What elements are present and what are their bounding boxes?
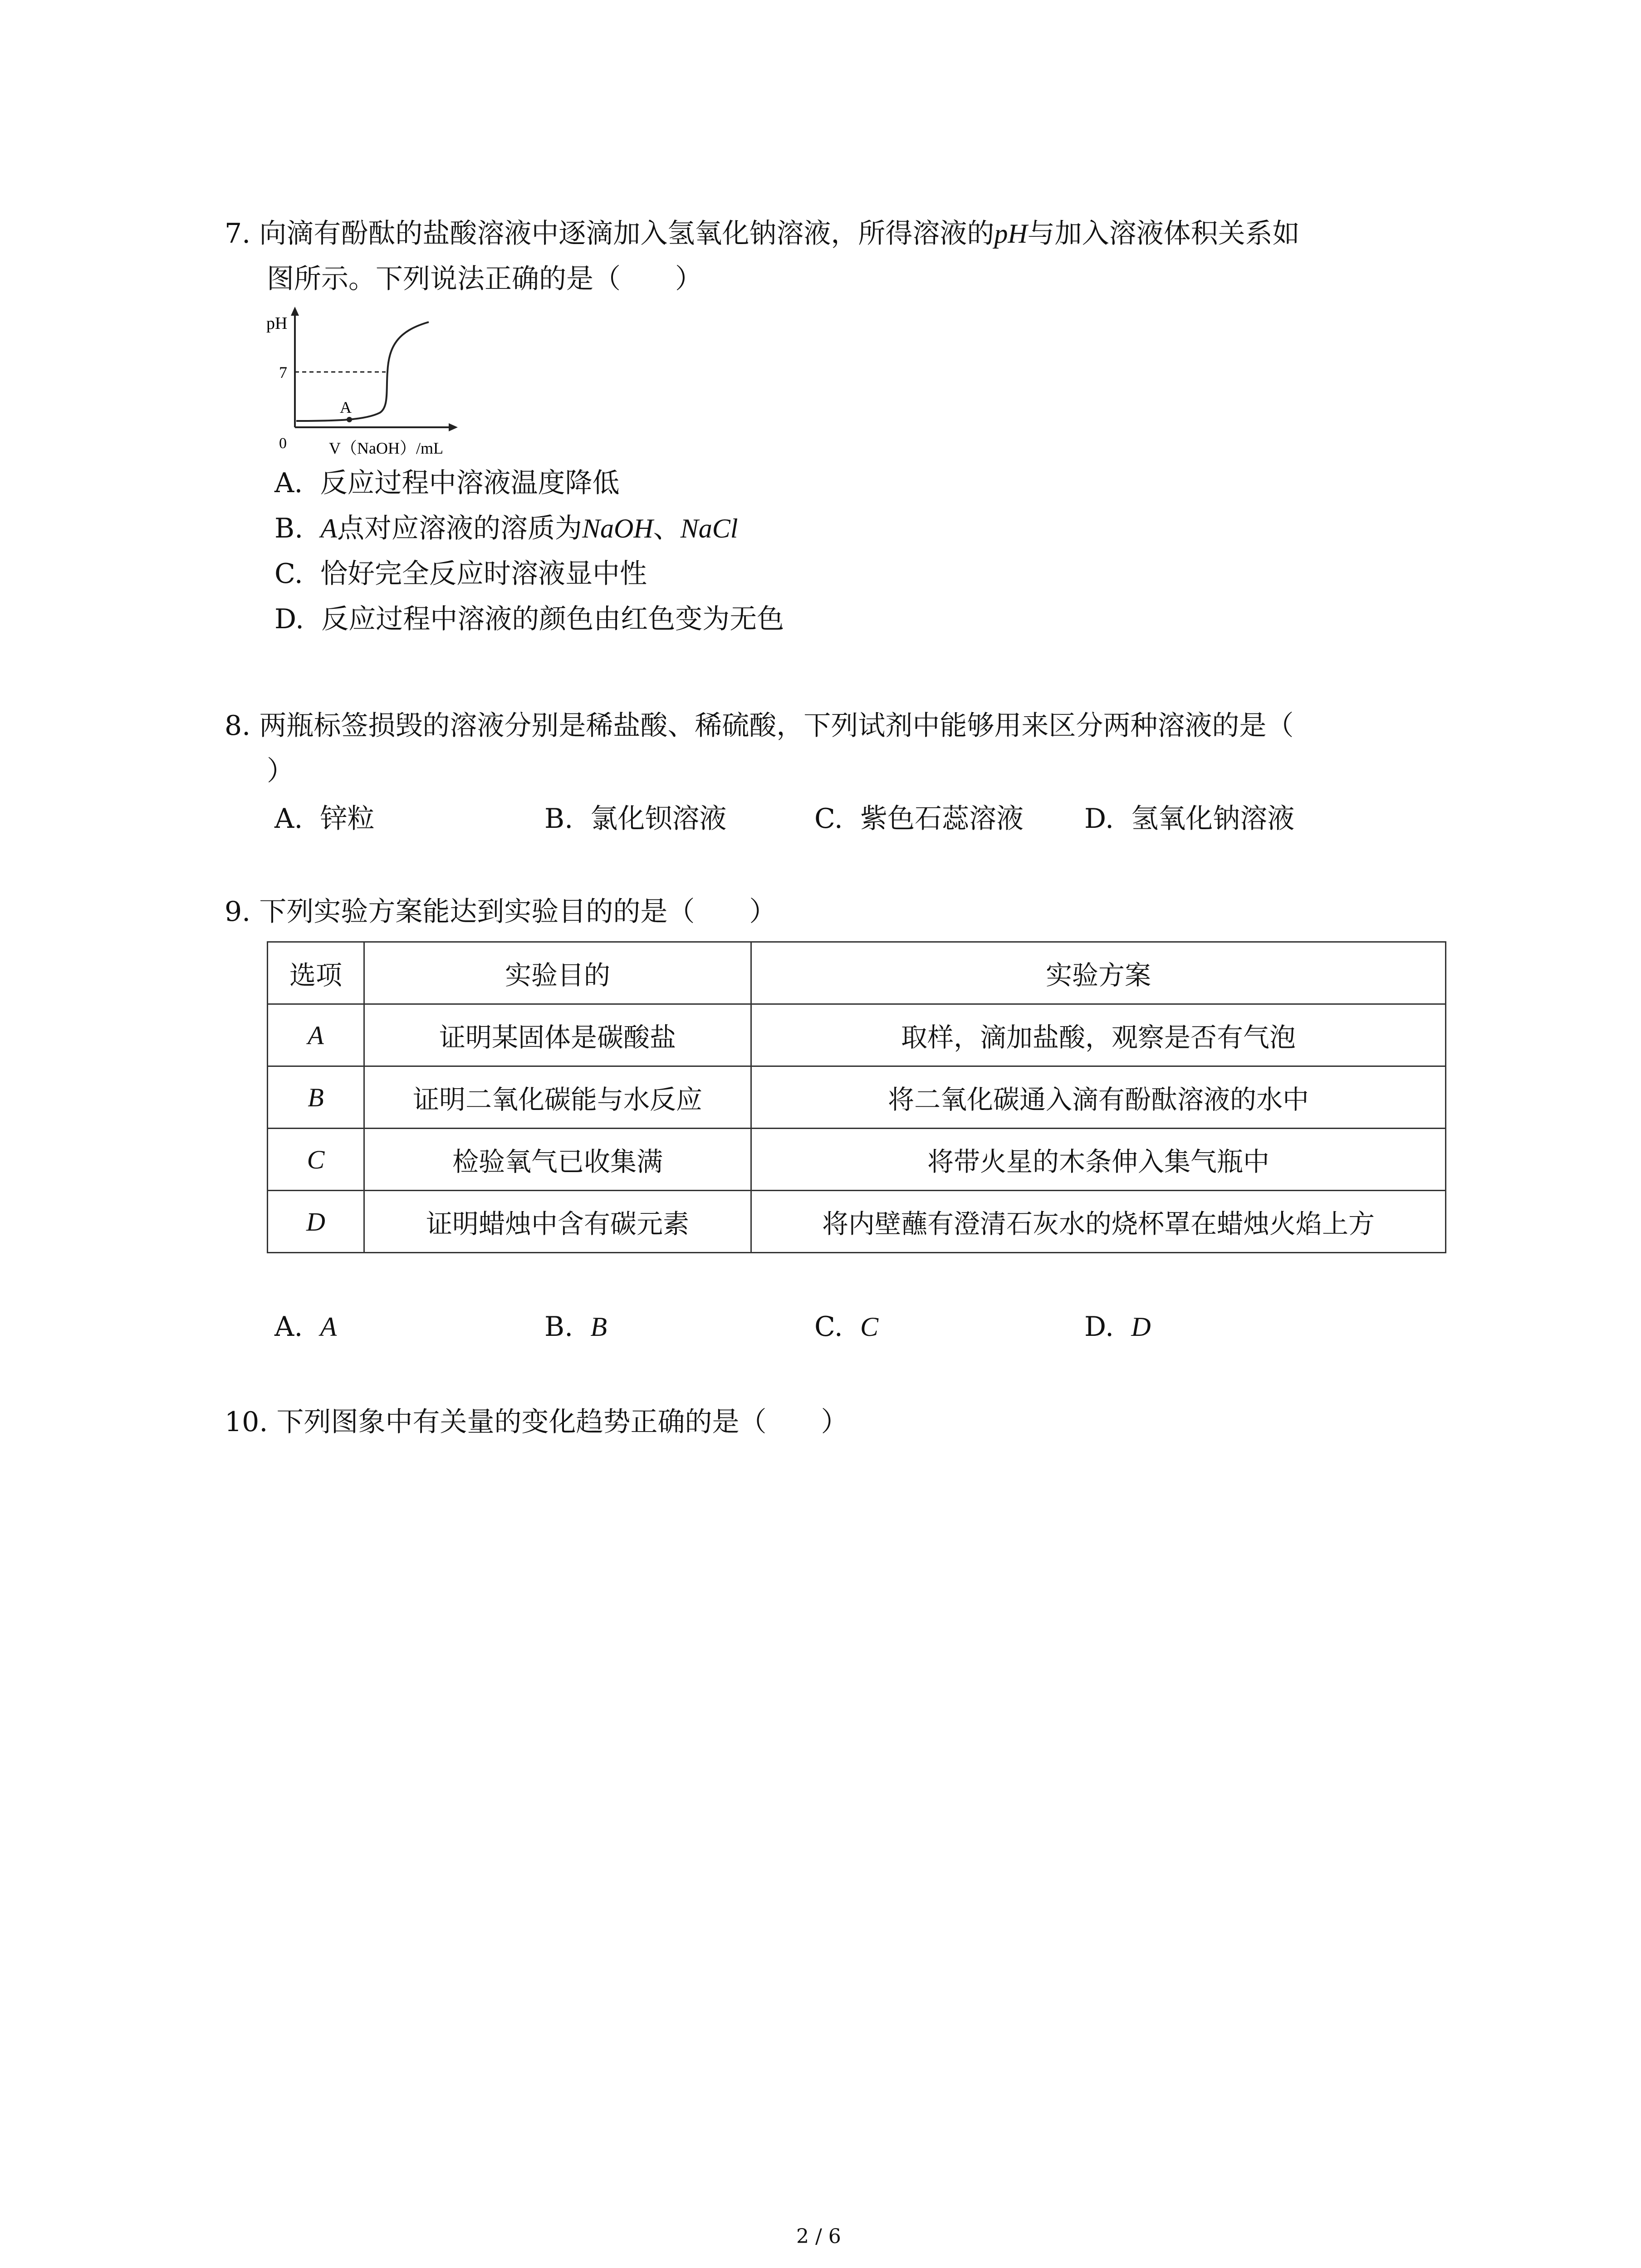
graph-ylabel: pH bbox=[266, 314, 288, 333]
q7-option-b[interactable] bbox=[274, 506, 738, 551]
row-purpose: 证明蜡烛中含有碳元素 bbox=[364, 1191, 751, 1253]
header-purpose: 实验目的 bbox=[364, 942, 751, 1004]
row-purpose: 检验氧气已收集满 bbox=[364, 1129, 751, 1191]
row-option: C bbox=[268, 1129, 364, 1191]
q8-option-c[interactable] bbox=[814, 796, 1024, 841]
header-plan: 实验方案 bbox=[751, 942, 1446, 1004]
table-row bbox=[268, 1191, 1446, 1253]
row-plan: 将二氧化碳通入滴有酚酞溶液的水中 bbox=[751, 1066, 1446, 1129]
option-value: D bbox=[1131, 1312, 1151, 1342]
option-text: 恰好完全反应时溶液显中性 bbox=[320, 558, 647, 590]
q8-option-d[interactable] bbox=[1084, 796, 1294, 841]
q8-number: 8. bbox=[225, 710, 251, 742]
option-label: D. bbox=[1084, 803, 1114, 835]
page-number: 2 / 6 bbox=[796, 2225, 841, 2248]
row-plan: 将带火星的木条伸入集气瓶中 bbox=[751, 1129, 1446, 1191]
q8-option-a[interactable] bbox=[274, 796, 375, 841]
graph-point-label: A bbox=[340, 398, 352, 416]
q8-option-b[interactable] bbox=[544, 796, 726, 841]
graph-ytick-7: 7 bbox=[279, 363, 287, 381]
q7-line1 bbox=[225, 211, 1300, 256]
q7-option-a[interactable] bbox=[274, 460, 620, 506]
option-label: A. bbox=[274, 467, 303, 499]
option-label: D. bbox=[274, 603, 304, 635]
q10-stem bbox=[225, 1399, 848, 1445]
graph-origin: 0 bbox=[279, 435, 287, 452]
option-text: 反应过程中溶液的颜色由红色变为无色 bbox=[321, 603, 784, 635]
option-text: 氢氧化钠溶液 bbox=[1131, 803, 1295, 835]
option-value: B bbox=[590, 1312, 607, 1342]
q9-experiment-table bbox=[267, 941, 1446, 1253]
option-text: 紫色石蕊溶液 bbox=[860, 803, 1024, 835]
q8-line2: ） bbox=[267, 755, 294, 787]
option-label: C. bbox=[814, 803, 843, 835]
option-label: C. bbox=[814, 1311, 843, 1343]
table-row bbox=[268, 1066, 1446, 1129]
option-value: A bbox=[320, 1312, 337, 1342]
table-row bbox=[268, 1129, 1446, 1191]
option-text: 锌粒 bbox=[320, 803, 375, 835]
q8-line1 bbox=[225, 703, 1293, 748]
q7-ph-symbol: pH bbox=[994, 219, 1028, 249]
row-option: A bbox=[268, 1004, 364, 1066]
q7-option-c[interactable] bbox=[274, 551, 647, 596]
header-option: 选项 bbox=[268, 942, 364, 1004]
row-plan: 取样，滴加盐酸，观察是否有气泡 bbox=[751, 1004, 1446, 1066]
graph-xlabel: V（NaOH）/mL bbox=[329, 439, 443, 457]
row-purpose: 证明某固体是碳酸盐 bbox=[364, 1004, 751, 1066]
formula-separator: 、 bbox=[653, 513, 681, 544]
q9-option-c[interactable] bbox=[814, 1304, 878, 1349]
option-label: B. bbox=[544, 803, 573, 835]
x-axis-arrow bbox=[449, 423, 458, 431]
q7-stem-part2: 与加入溶液体积关系如 bbox=[1027, 218, 1300, 249]
q7-ph-graph bbox=[261, 304, 474, 458]
q7-option-d[interactable] bbox=[274, 596, 784, 642]
point-a-marker bbox=[347, 417, 352, 422]
row-plan: 将内壁蘸有澄清石灰水的烧杯罩在蜡烛火焰上方 bbox=[751, 1191, 1446, 1253]
option-text: 氯化钡溶液 bbox=[590, 803, 727, 835]
option-label: B. bbox=[274, 513, 304, 544]
table-header-row bbox=[268, 942, 1446, 1004]
y-axis-arrow bbox=[291, 307, 299, 316]
q10-text: 下列图象中有关量的变化趋势正确的是（ ） bbox=[276, 1406, 848, 1438]
q9-option-d[interactable] bbox=[1084, 1304, 1151, 1349]
q9-option-a[interactable] bbox=[274, 1304, 337, 1349]
option-label: C. bbox=[274, 558, 303, 590]
q8-stem: 两瓶标签损毁的溶液分别是稀盐酸、稀硫酸，下列试剂中能够用来区分两种溶液的是（ bbox=[259, 710, 1294, 742]
option-text: 反应过程中溶液温度降低 bbox=[320, 467, 620, 499]
option-value: C bbox=[860, 1312, 879, 1342]
formula-naoh: NaOH bbox=[582, 513, 653, 543]
row-option: D bbox=[268, 1191, 364, 1253]
option-label: B. bbox=[544, 1311, 573, 1343]
q10-number: 10. bbox=[225, 1406, 268, 1438]
formula-nacl: NaCl bbox=[680, 513, 738, 543]
q7-stem-part1: 向滴有酚酞的盐酸溶液中逐滴加入氢氧化钠溶液，所得溶液的 bbox=[259, 218, 994, 249]
q9-option-b[interactable] bbox=[544, 1304, 607, 1349]
option-label: A. bbox=[274, 803, 303, 835]
q9-text: 下列实验方案能达到实验目的的是（ ） bbox=[259, 896, 777, 928]
q9-number: 9. bbox=[225, 896, 251, 928]
q7-line2: 图所示。下列说法正确的是（ ） bbox=[267, 263, 702, 295]
option-label: D. bbox=[1084, 1311, 1114, 1343]
option-text: 点对应溶液的溶质为 bbox=[337, 513, 582, 544]
q9-stem bbox=[225, 889, 776, 934]
row-option: B bbox=[268, 1066, 364, 1129]
q7-number: 7. bbox=[225, 218, 251, 249]
option-point-a: A bbox=[320, 513, 337, 543]
option-label: A. bbox=[274, 1311, 303, 1343]
table-row bbox=[268, 1004, 1446, 1066]
row-purpose: 证明二氧化碳能与水反应 bbox=[364, 1066, 751, 1129]
